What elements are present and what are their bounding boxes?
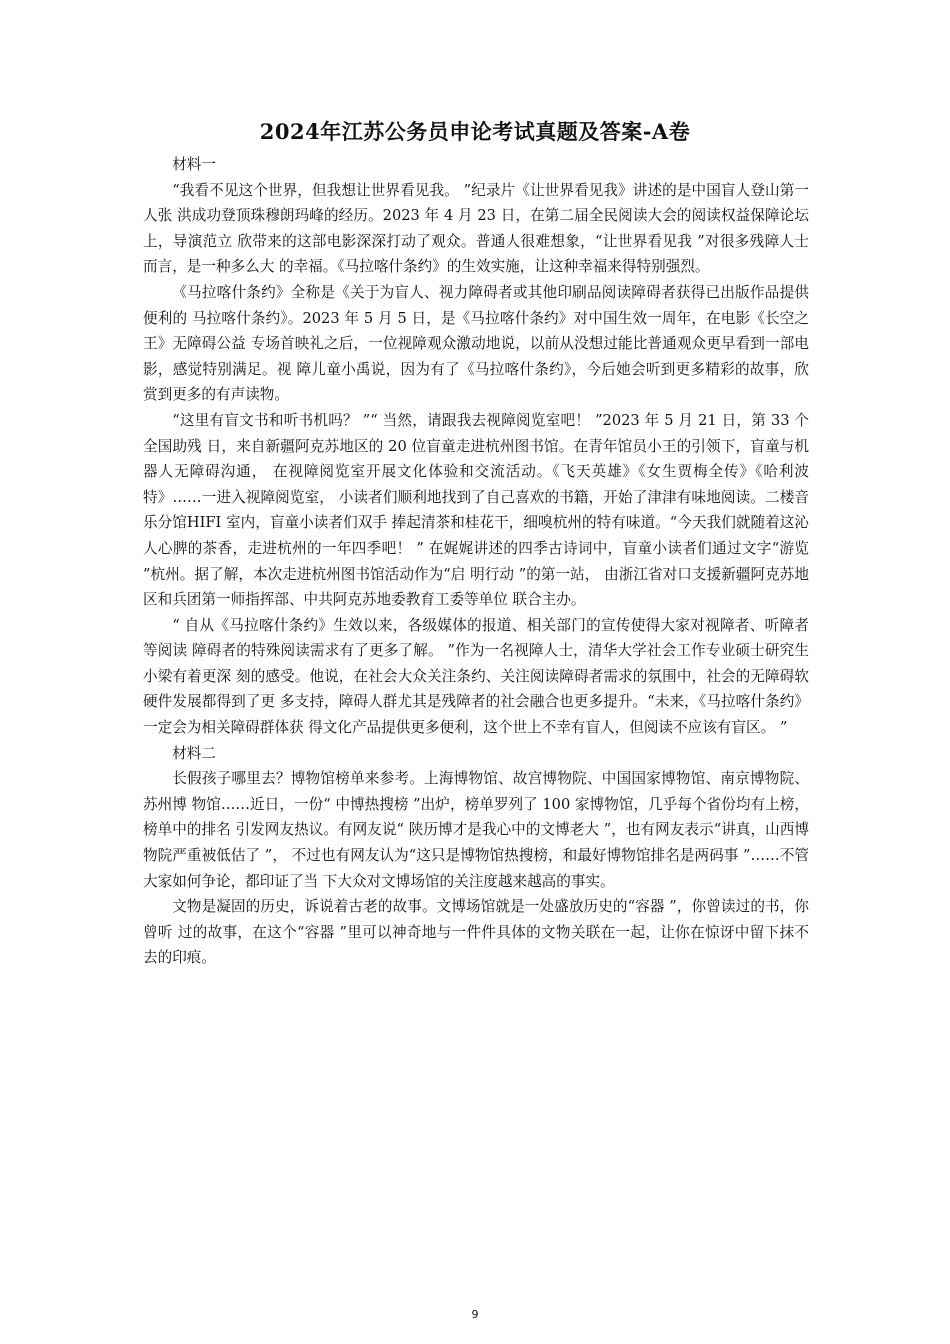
paragraph: 长假孩子哪里去？博物馆榜单来参考。上海博物馆、故宫博物院、中国国家博物馆、南京博物院、苏州博 物馆……近日，一份“ 中博热搜榜 ”出炉，榜单罗列了 100 家博物馆，几乎每个省份均有上榜，榜单中的排名 引发网友热议。有网友说“ 陕历博才是我心中的文博老大 ”，也有网友表示“讲真，山西博物院严重被低估了 ”， 不过也有网友认为“这只是博物馆热搜榜，和最好博物馆排名是两码事 ”……不管大家如何争论，都印证了当 下大众对文博场馆的关注度越来越高的事实。 xyxy=(143,770,809,890)
paragraph: 《马拉喀什条约》全称是《关于为盲人、视力障碍者或其他印刷品阅读障碍者获得已出版作品提供便利的 马拉喀什条约》。2023 年 5 月 5 日，是《马拉喀什条约》对中国生效一周年，在电影《长空之王》无障碍公益 专场首映礼之后，一位视障观众激动地说，以前从没想过能比普通观众更早看到一部电影，感觉特别满足。视 障儿童小禹说，因为有了《马拉喀什条约》，今后她会听到更多精彩的故事，欣赏到更多的有声读物。 xyxy=(143,283,809,404)
paragraph: 文物是凝固的历史，诉说着古老的故事。文博场馆就是一处盛放历史的“容器 ”，你曾读过的书，你曾听 过的故事，在这个“容器 ”里可以神奇地与一件件具体的文物关联在一起，让你在惊讶中留下抹不去的印痕。 xyxy=(143,898,809,967)
paragraph: “ 自从《马拉喀什条约》生效以来，各级媒体的报道、相关部门的宣传使得大家对视障者、听障者等阅读 障碍者的特殊阅读需求有了更多了解。 ”作为一名视障人士，清华大学社会工作专业硕士研究生小梁有着更深 刻的感受。他说，在社会大众关注条约、关注阅读障碍者需求的氛围中，社会的无障碍软硬件发展都得到了更 多支持，障碍人群尤其是残障者的社会融合也更多提升。“未来，《马拉喀什条约》一定会为相关障碍群体获 得文化产品提供更多便利，这个世上不幸有盲人，但阅读不应该有盲区。 ” xyxy=(143,616,809,737)
page-number: 9 xyxy=(471,1308,479,1321)
page-title: 2024年江苏公务员申论考试真题及答案-A卷 xyxy=(259,119,691,144)
paragraph: “我看不见这个世界，但我想让世界看见我。 ”纪录片《让世界看见我》讲述的是中国盲人登山第一人张 洪成功登顶珠穆朗玛峰的经历。2023 年 4 月 23 日，在第二届全民阅读大会的阅读权益保障论坛上，导演范立 欣带来的这部电影深深打动了观众。普通人很难想象，“让世界看见我 ”对很多残障人士而言，是一种多么大 的幸福。《马拉喀什条约》的生效实施，让这种幸福来得特别强烈。 xyxy=(143,181,809,276)
document-body xyxy=(143,152,809,971)
paragraph: “这里有盲文书和听书机吗？ ”“ 当然，请跟我去视障阅览室吧！ ”2023 年 5 月 21 日，第 33 个全国助残 日，来自新疆阿克苏地区的 20 位盲童走进杭州图书馆。在青年馆员小王的引领下，盲童与机器人无障碍沟通， 在视障阅览室开展文化体验和交流活动。《飞天英雄》《女生贾梅全传》《哈利波特》……一进入视障阅览室， 小读者们顺利地找到了自己喜欢的书籍，开始了津津有味地阅读。二楼音乐分馆HIFI 室内，盲童小读者们双手 捧起清茶和桂花干，细嗅杭州的特有味道。“今天我们就随着这沁人心脾的茶香，走进杭州的一年四季吧！ ” 在娓娓讲述的四季古诗词中，盲童小读者们通过文字“游览 ”杭州。据了解，本次走进杭州图书馆活动作为“启 明行动 ”的第一站， 由浙江省对口支援新疆阿克苏地区和兵团第一师指挥部、中共阿克苏地委教育工委等单位 联合主办。 xyxy=(143,411,809,609)
section-heading-material-2: 材料二 xyxy=(172,744,216,762)
section-heading-material-1: 材料一 xyxy=(172,156,216,173)
